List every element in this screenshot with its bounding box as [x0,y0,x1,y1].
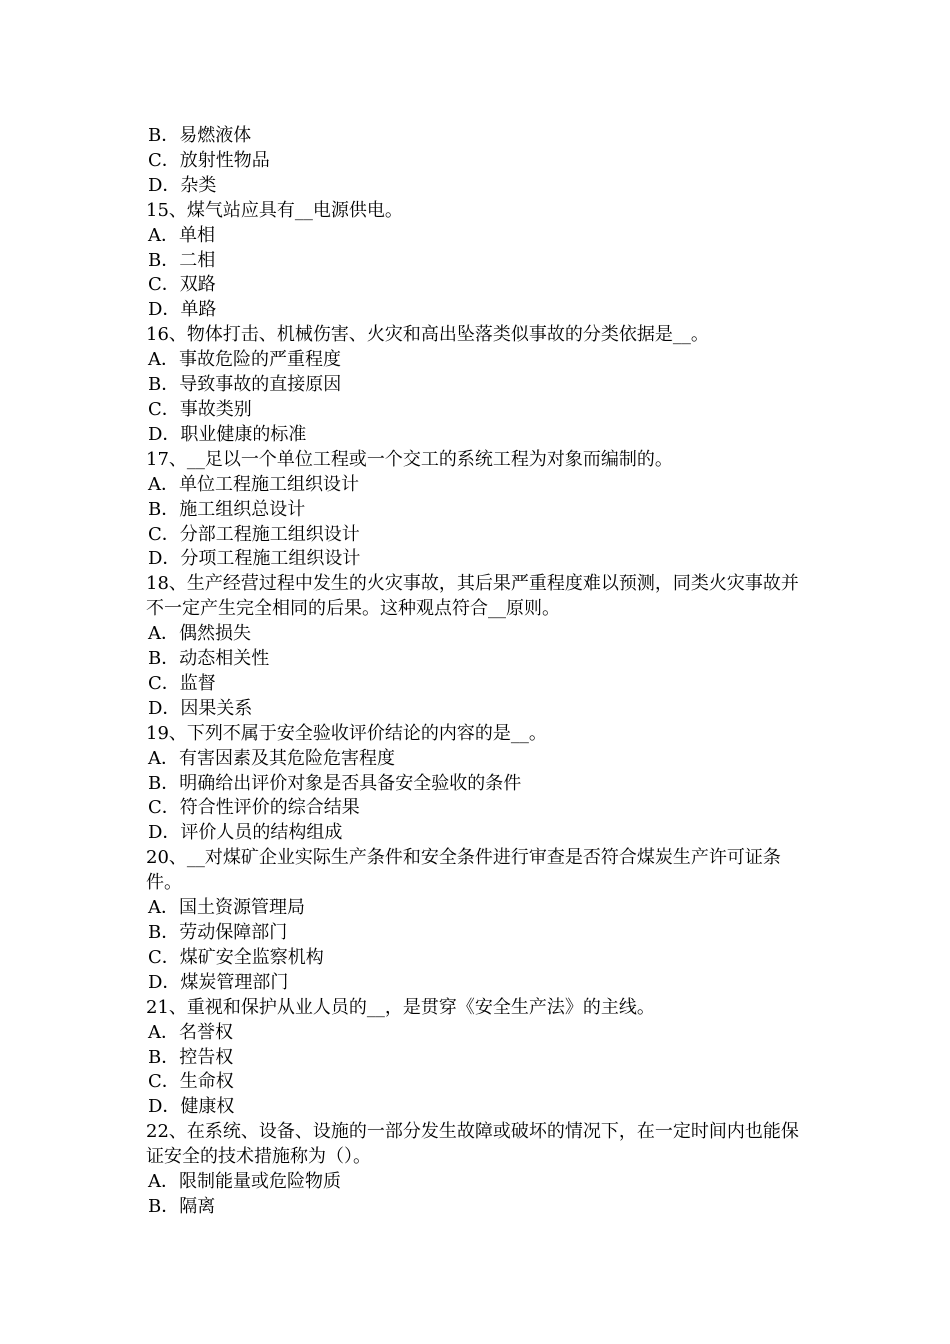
question-17 [146,448,812,573]
option-c: C．事故类别 [148,398,252,420]
option-b: B．明确给出评价对象是否具备安全验收的条件 [148,772,522,794]
question-text: 22、在系统、设备、设施的一部分发生故障或破坏的情况下，在一定时间内也能保证安全的技术措施称为（）。 [146,1121,799,1168]
option-c: C．双路 [148,274,216,296]
question-text: 16、物体打击、机械伤害、火灾和高出坠落类似事故的分类依据是__。 [146,324,709,346]
question-20 [146,846,812,995]
option-d: D．分项工程施工组织设计 [148,548,361,570]
option-a: A．国土资源管理局 [148,897,305,919]
question-21 [146,996,812,1121]
question-text: 17、__足以一个单位工程或一个交工的系统工程为对象而编制的。 [146,448,673,470]
option-d: D．煤炭管理部门 [148,971,289,993]
option-d: D．因果关系 [148,697,253,719]
option-c: C．监督 [148,672,216,694]
option-b: B．动态相关性 [148,648,270,670]
option-c: C．分部工程施工组织设计 [148,523,360,545]
option-14-c: C．放射性物品 [148,149,270,171]
document-page [146,124,812,1220]
question-text: 19、下列不属于安全验收评价结论的内容的是__。 [146,722,547,744]
question-19 [146,722,812,847]
option-a: A．有害因素及其危险危害程度 [148,747,395,769]
question-text: 20、__对煤矿企业实际生产条件和安全条件进行审查是否符合煤炭生产许可证条件。 [146,847,781,894]
question-18 [146,572,812,721]
option-d: D．评价人员的结构组成 [148,822,343,844]
option-b: B．隔离 [148,1195,216,1217]
option-c: C．煤矿安全监察机构 [148,946,324,968]
question-text: 21、重视和保护从业人员的__，是贯穿《安全生产法》的主线。 [146,996,655,1018]
option-14-b: B．易燃液体 [148,125,252,146]
question-text: 15、煤气站应具有__电源供电。 [146,199,403,221]
option-b: B．施工组织总设计 [148,498,306,520]
option-14-d: D．杂类 [148,174,217,196]
question-text: 18、生产经营过程中发生的火灾事故，其后果严重程度难以预测，同类火灾事故并不一定产生完全相同的后果。这种观点符合__原则。 [146,573,799,620]
option-d: D．职业健康的标准 [148,423,307,445]
question-15 [146,199,812,324]
question-22 [146,1120,812,1220]
option-b: B．二相 [148,249,216,271]
option-a: A．事故危险的严重程度 [148,349,341,371]
option-a: A．限制能量或危险物质 [148,1171,341,1193]
option-a: A．偶然损失 [148,623,251,645]
option-b: B．控告权 [148,1046,234,1068]
lead-options [146,124,812,199]
option-c: C．符合性评价的综合结果 [148,797,360,819]
option-d: D．健康权 [148,1096,235,1118]
option-b: B．劳动保障部门 [148,922,288,943]
option-d: D．单路 [148,299,217,321]
option-a: A．单相 [148,224,215,246]
option-a: A．名誉权 [148,1021,233,1043]
question-16 [146,323,812,448]
option-c: C．生命权 [148,1071,234,1093]
option-b: B．导致事故的直接原因 [148,374,342,396]
option-a: A．单位工程施工组织设计 [148,473,359,495]
